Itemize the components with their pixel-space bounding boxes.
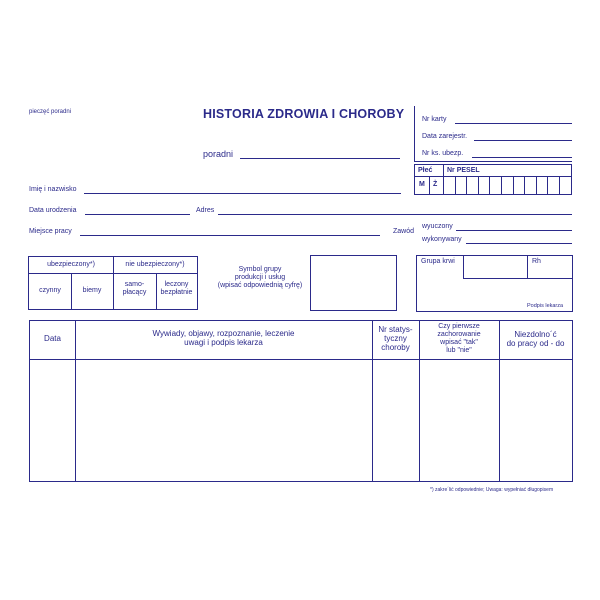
plec-z[interactable]: Ż — [433, 181, 438, 188]
samoplacacy-option[interactable]: samo- płacący — [122, 281, 147, 297]
wywiady-column-body[interactable] — [76, 360, 372, 481]
main-table — [29, 320, 573, 482]
rh-label: Rh — [532, 258, 541, 265]
grupa-krwi-field[interactable] — [463, 255, 528, 279]
leczony-bezplatnie-option[interactable]: leczony bezpłatnie — [160, 281, 193, 297]
nr-statystyczny-column-body[interactable] — [373, 360, 419, 481]
plec-m[interactable]: M — [419, 181, 425, 188]
right-box-left-border — [414, 106, 415, 162]
czynny-option[interactable]: czynny — [39, 287, 61, 294]
ubezpieczony-label: ubezpieczony*) — [47, 261, 95, 268]
nie-ubezpieczony-label: nie ubezpieczony*) — [125, 261, 185, 268]
data-zarejestr-label: Data zarejestr. — [422, 133, 468, 140]
data-urodzenia-label: Data urodzenia — [29, 207, 77, 214]
header-nr-statystyczny: Nr statys- tyczny choroby — [378, 325, 413, 353]
grupa-krwi-label: Grupa krwi — [421, 258, 455, 265]
zawod-label: Zawód — [393, 228, 415, 235]
data-urodzenia-field[interactable] — [85, 214, 190, 215]
insurance-table — [28, 256, 198, 310]
stamp-label: pieczęć poradni — [29, 109, 72, 115]
niezdolnosc-column-body[interactable] — [500, 360, 572, 481]
nr-ks-ubezp-label: Nr ks. ubezp. — [422, 150, 464, 157]
m-z-divider — [429, 176, 430, 194]
wykonywany-field[interactable] — [466, 243, 572, 244]
symbol-grupy-box[interactable] — [310, 255, 397, 311]
zachorowanie-column-body[interactable] — [420, 360, 499, 481]
header-niezdolnosc: Niezdolno´ć do pracy od - do — [506, 330, 565, 349]
page-title: HISTORIA ZDROWIA I CHOROBY — [203, 107, 405, 121]
poradni-line[interactable] — [240, 158, 400, 159]
data-zarejestr-field[interactable] — [474, 140, 572, 141]
biemy-option[interactable]: biemy — [82, 287, 102, 294]
imie-label: Imię i nazwisko — [29, 186, 77, 193]
poradni-label: poradni — [203, 149, 234, 159]
header-wywiady: Wywiady, objawy, rozpoznanie, leczenie uwagi i podpis lekarza — [152, 329, 295, 348]
adres-label: Adres — [196, 207, 215, 214]
nr-ks-ubezp-field[interactable] — [472, 157, 572, 158]
blood-group-box — [416, 255, 573, 312]
pesel-label: Nr PESEL — [447, 167, 480, 174]
podpis-lekarza-label: Podpis lekarza — [527, 303, 564, 309]
miejsce-pracy-field[interactable] — [80, 235, 380, 236]
imie-field[interactable] — [84, 193, 401, 194]
data-column-body[interactable] — [30, 360, 75, 481]
adres-field[interactable] — [218, 214, 572, 215]
wykonywany-label: wykonywany — [422, 236, 462, 243]
symbol-grupy-label: Symbol grupy produkcji i usług (wpisać odpowiednią cyfrę) — [217, 266, 303, 290]
header-data: Data — [44, 334, 61, 343]
footnote: *) zakre´lić odpowiednie; Uwaga: wypełniać długopisem — [430, 487, 554, 493]
wyuczony-label: wyuczony — [422, 223, 453, 230]
wyuczony-field[interactable] — [456, 230, 572, 231]
miejsce-pracy-label: Miejsce pracy — [29, 228, 72, 235]
plec-pesel-box — [414, 164, 572, 195]
plec-label: Płeć — [418, 167, 433, 174]
pesel-cells[interactable] — [443, 176, 571, 195]
nr-karty-field[interactable] — [455, 123, 572, 124]
header-pierwsze-zachorowanie: Czy pierwsze zachorowanie wpisać "tak" lub "nie" — [437, 323, 481, 355]
right-box-bottom-border — [414, 161, 572, 162]
nr-karty-label: Nr karty — [422, 116, 447, 123]
